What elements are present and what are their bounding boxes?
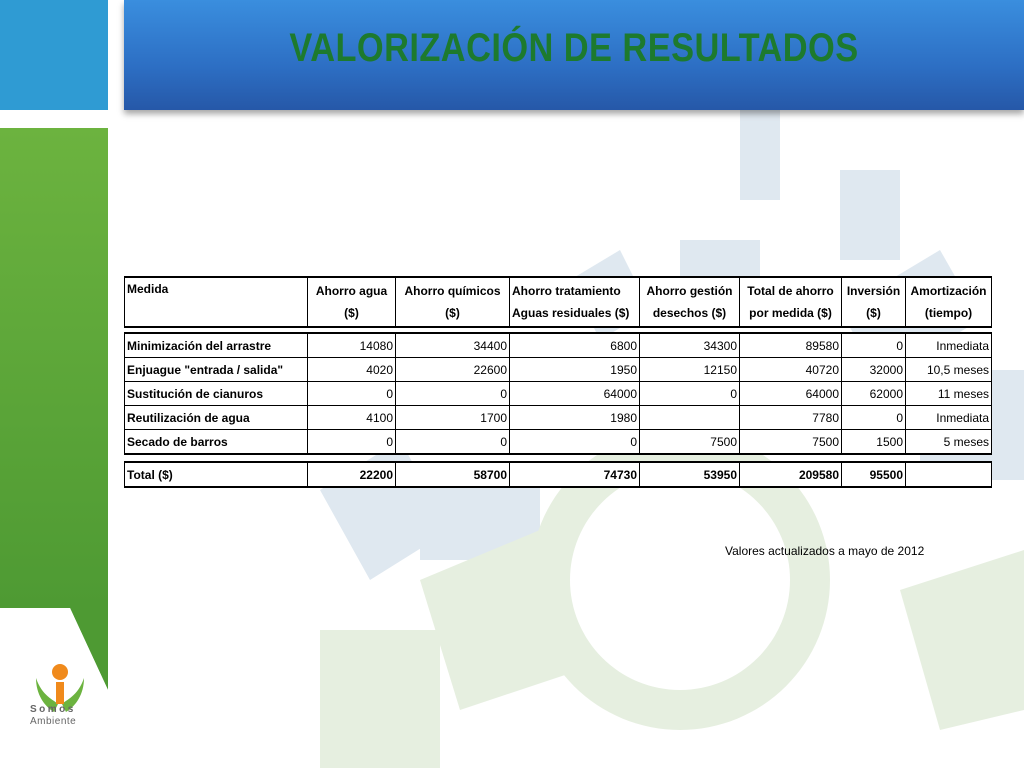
footnote: Valores actualizados a mayo de 2012 (725, 544, 925, 558)
cell-medida: Minimización del arrastre (125, 333, 308, 358)
logo-text-ambiente: Ambiente (30, 716, 77, 727)
cell-agua: 14080 (308, 333, 396, 358)
cell-tratamiento: 6800 (510, 333, 640, 358)
total-amortizacion (906, 462, 992, 487)
total-label: Total ($) (125, 462, 308, 487)
table-header-row (125, 277, 992, 327)
cell-tratamiento: 1950 (510, 358, 640, 382)
results-table (124, 276, 992, 488)
cell-agua: 0 (308, 382, 396, 406)
cell-inversion: 0 (842, 406, 906, 430)
left-decorative-strip (0, 0, 108, 768)
table-separator (125, 454, 992, 462)
header-ahorro-tratamiento: Ahorro tratamiento Aguas residuales ($) (510, 277, 640, 327)
logo-text-somos: Somos (30, 704, 76, 715)
header-inversion: Inversión ($) (842, 277, 906, 327)
cell-agua: 4100 (308, 406, 396, 430)
cell-gestion: 34300 (640, 333, 740, 358)
total-tratamiento: 74730 (510, 462, 640, 487)
page-title: VALORIZACIÓN DE RESULTADOS (289, 26, 859, 70)
cell-tratamiento: 64000 (510, 382, 640, 406)
cell-amortizacion: Inmediata (906, 406, 992, 430)
cell-tratamiento: 0 (510, 430, 640, 455)
cell-agua: 4020 (308, 358, 396, 382)
table-row (125, 333, 992, 358)
cell-amortizacion: 10,5 meses (906, 358, 992, 382)
header-amortizacion: Amortización (tiempo) (906, 277, 992, 327)
cell-quimicos: 1700 (396, 406, 510, 430)
table-row (125, 406, 992, 430)
cell-total: 7780 (740, 406, 842, 430)
table-total-row (125, 462, 992, 487)
cell-inversion: 0 (842, 333, 906, 358)
cell-gestion: 12150 (640, 358, 740, 382)
cell-medida: Secado de barros (125, 430, 308, 455)
cell-quimicos: 34400 (396, 333, 510, 358)
cell-gestion (640, 406, 740, 430)
cell-medida: Sustitución de cianuros (125, 382, 308, 406)
cell-medida: Reutilización de agua (125, 406, 308, 430)
cell-amortizacion: 11 meses (906, 382, 992, 406)
header-ahorro-gestion: Ahorro gestión desechos ($) (640, 277, 740, 327)
cell-inversion: 62000 (842, 382, 906, 406)
cell-total: 40720 (740, 358, 842, 382)
strip-green-block (0, 128, 108, 608)
cell-quimicos: 0 (396, 430, 510, 455)
cell-total: 89580 (740, 333, 842, 358)
cell-amortizacion: Inmediata (906, 333, 992, 358)
header-total-ahorro: Total de ahorro por medida ($) (740, 277, 842, 327)
strip-white-gap (0, 110, 108, 128)
cell-total: 7500 (740, 430, 842, 455)
strip-blue-block (0, 0, 108, 110)
header-medida: Medida (125, 277, 308, 327)
total-agua: 22200 (308, 462, 396, 487)
total-total: 209580 (740, 462, 842, 487)
total-inversion: 95500 (842, 462, 906, 487)
total-quimicos: 58700 (396, 462, 510, 487)
cell-inversion: 32000 (842, 358, 906, 382)
cell-agua: 0 (308, 430, 396, 455)
header-ahorro-quimicos: Ahorro químicos ($) (396, 277, 510, 327)
header-band (124, 0, 1024, 110)
cell-total: 64000 (740, 382, 842, 406)
cell-tratamiento: 1980 (510, 406, 640, 430)
table-row (125, 382, 992, 406)
cell-inversion: 1500 (842, 430, 906, 455)
table-row (125, 358, 992, 382)
cell-quimicos: 0 (396, 382, 510, 406)
total-gestion: 53950 (640, 462, 740, 487)
table-row (125, 430, 992, 455)
cell-amortizacion: 5 meses (906, 430, 992, 455)
cell-medida: Enjuague "entrada / salida" (125, 358, 308, 382)
cell-gestion: 7500 (640, 430, 740, 455)
header-ahorro-agua: Ahorro agua ($) (308, 277, 396, 327)
cell-gestion: 0 (640, 382, 740, 406)
cell-quimicos: 22600 (396, 358, 510, 382)
